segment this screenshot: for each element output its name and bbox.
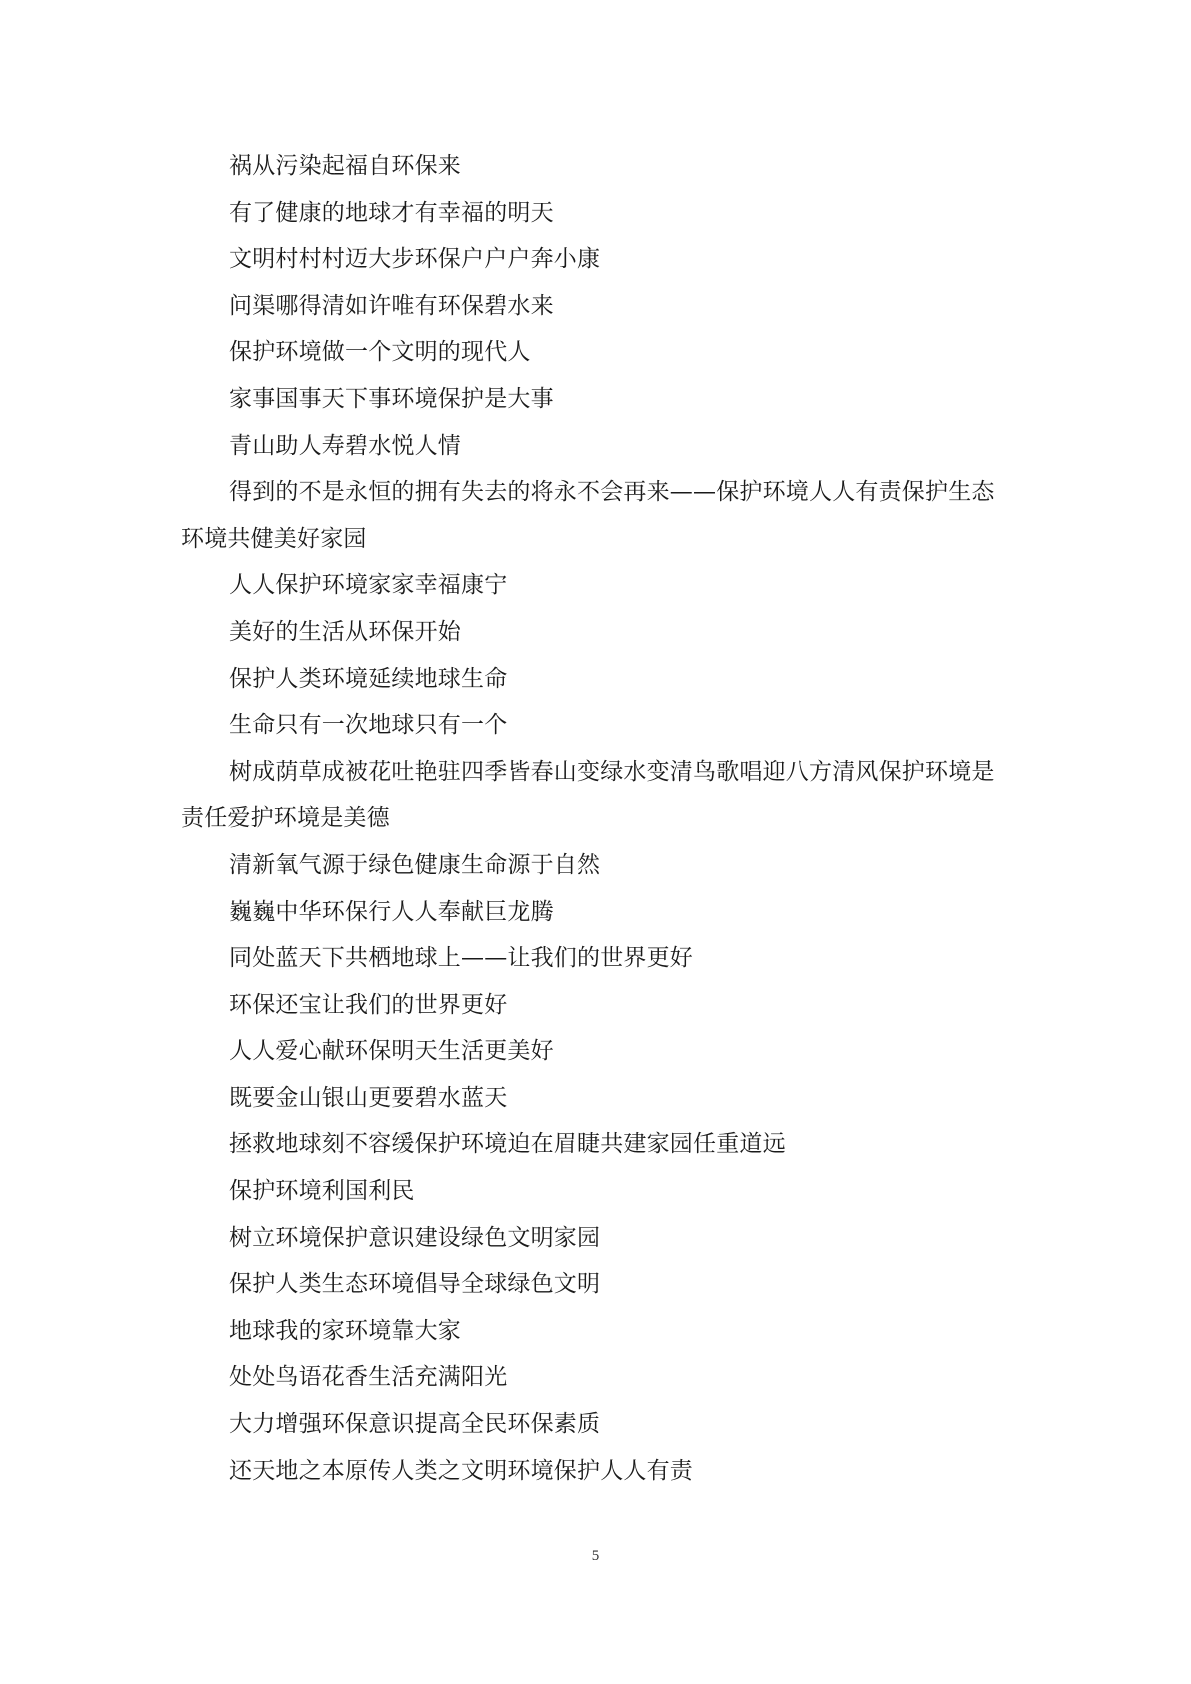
paragraph: 人人保护环境家家幸福康宁 — [229, 572, 508, 599]
paragraph: 拯救地球刻不容缓保护环境迫在眉睫共建家园任重道远 — [229, 1131, 786, 1158]
paragraph: 生命只有一次地球只有一个 — [229, 712, 508, 739]
paragraph: 树立环境保护意识建设绿色文明家园 — [229, 1224, 601, 1251]
paragraph: 还天地之本原传人类之文明环境保护人人有责 — [229, 1457, 693, 1484]
page-number: 5 — [591, 1548, 600, 1564]
paragraph: 保护人类生态环境倡导全球绿色文明 — [229, 1271, 601, 1298]
paragraph: 人人爱心献环保明天生活更美好 — [229, 1038, 554, 1065]
document-body — [181, 143, 1011, 1494]
paragraph: 处处鸟语花香生活充满阳光 — [229, 1364, 508, 1391]
paragraph: 树成荫草成被花吐艳驻四季皆春山变绿水变清鸟歌唱迎八方清风保护环境是责任爱护环境是美德 — [181, 758, 995, 832]
paragraph: 保护环境做一个文明的现代人 — [229, 339, 531, 366]
paragraph: 巍巍中华环保行人人奉献巨龙腾 — [229, 898, 554, 925]
paragraph: 保护人类环境延续地球生命 — [229, 665, 508, 692]
paragraph: 问渠哪得清如许唯有环保碧水来 — [229, 292, 554, 319]
paragraph: 同处蓝天下共栖地球上——让我们的世界更好 — [229, 945, 693, 972]
paragraph: 美好的生活从环保开始 — [229, 618, 461, 645]
paragraph: 得到的不是永恒的拥有失去的将永不会再来——保护环境人人有责保护生态环境共健美好家园 — [181, 479, 995, 552]
paragraph: 祸从污染起福自环保来 — [229, 153, 461, 179]
paragraph: 保护环境利国利民 — [229, 1178, 415, 1205]
paragraph: 清新氧气源于绿色健康生命源于自然 — [229, 851, 601, 878]
paragraph: 文明村村村迈大步环保户户户奔小康 — [229, 246, 601, 273]
paragraph: 有了健康的地球才有幸福的明天 — [229, 199, 554, 226]
paragraph: 既要金山银山更要碧水蓝天 — [229, 1084, 508, 1111]
paragraph: 青山助人寿碧水悦人情 — [229, 432, 461, 459]
paragraph: 大力增强环保意识提高全民环保素质 — [229, 1411, 601, 1438]
paragraph: 家事国事天下事环境保护是大事 — [229, 385, 554, 412]
paragraph: 环保还宝让我们的世界更好 — [229, 991, 508, 1018]
paragraph: 地球我的家环境靠大家 — [229, 1317, 461, 1344]
